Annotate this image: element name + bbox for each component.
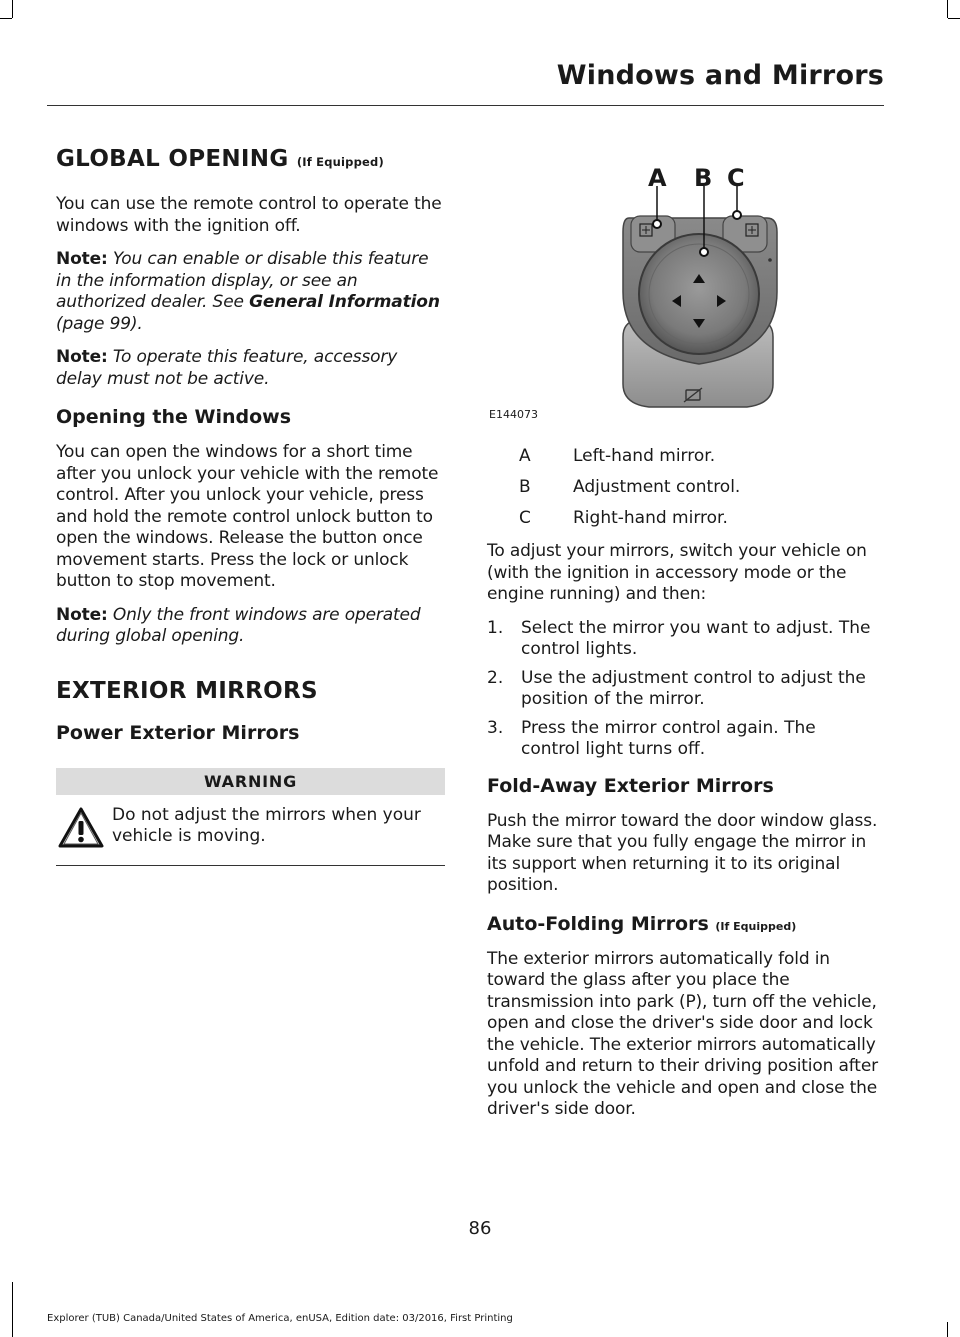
- note-text: You can enable or disable this feature in the information display, or see an authorized dealer. See: [56, 249, 429, 312]
- right-column: [487, 152, 879, 1133]
- legend-row: [487, 446, 879, 467]
- global-opening-qualifier: (If Equipped): [296, 155, 384, 169]
- note-page-ref: (page 99).: [56, 313, 143, 334]
- section-title-global-opening: [56, 146, 445, 172]
- figure-label-c: C: [727, 164, 745, 192]
- legend-key: A: [519, 446, 531, 466]
- auto-folding-paragraph: The exterior mirrors automatically fold in toward the glass after you place the transmission into park (P), turn off the vehicle, open and close the driver's side door and lock the vehicle. The exterior mirrors automatically unfold and return to their driving position after you unlock the vehicle and open and close the driver's side door.: [487, 948, 878, 1119]
- global-opening-title: GLOBAL OPENING: [56, 146, 289, 172]
- subsection-title-fold-away: Fold-Away Exterior Mirrors: [487, 774, 774, 797]
- header-rule: [47, 105, 884, 106]
- warning-body: [56, 795, 445, 866]
- edition-footer: Explorer (TUB) Canada/United States of America, enUSA, Edition date: 03/2016, First Printing: [47, 1313, 513, 1324]
- legend-value: Adjustment control.: [573, 477, 741, 497]
- legend-value: Left-hand mirror.: [573, 446, 716, 466]
- page-number: 86: [468, 1218, 492, 1239]
- adjust-steps-list: [487, 618, 879, 761]
- warning-box: [56, 768, 445, 866]
- crop-mark: [0, 18, 12, 19]
- legend-value: Right-hand mirror.: [573, 508, 728, 528]
- crop-mark: [12, 1282, 13, 1337]
- note-label: Note:: [56, 249, 108, 269]
- note-label: Note:: [56, 604, 108, 625]
- section-title-exterior-mirrors: EXTERIOR MIRRORS: [56, 677, 318, 704]
- note-front-windows: [56, 605, 445, 648]
- figure-label-a: A: [648, 164, 667, 192]
- general-information-link[interactable]: General Information: [249, 292, 440, 312]
- list-item: [487, 668, 879, 711]
- step-number: 2.: [487, 667, 504, 688]
- left-column: [56, 146, 445, 866]
- auto-folding-title: Auto-Folding Mirrors: [487, 912, 709, 935]
- legend-row: [487, 508, 879, 529]
- subsection-title-opening-windows: Opening the Windows: [56, 406, 292, 428]
- step-number: 1.: [487, 617, 504, 638]
- list-item: [487, 618, 879, 661]
- subsection-title-power-mirrors: Power Exterior Mirrors: [56, 721, 300, 744]
- figure-code: E144073: [489, 408, 538, 421]
- note-text: Only the front windows are operated during global opening.: [56, 604, 421, 646]
- step-text: Press the mirror control again. The control light turns off.: [521, 717, 816, 759]
- figure-legend: [487, 446, 879, 529]
- note-accessory-delay: [56, 347, 445, 390]
- legend-row: [487, 477, 879, 498]
- legend-key: B: [519, 477, 531, 497]
- auto-folding-qualifier: (If Equipped): [715, 919, 797, 933]
- page-header-title: Windows and Mirrors: [556, 60, 884, 91]
- global-opening-paragraph: You can use the remote control to operate the windows with the ignition off.: [56, 194, 442, 236]
- opening-windows-paragraph: You can open the windows for a short time after you unlock your vehicle with the remote control. After you unlock your vehicle, press and hold the remote control unlock button to open the windows. Release the button once movement starts. Press the lock or unlock button to stop movement.: [56, 442, 439, 591]
- list-item: [487, 718, 879, 761]
- legend-key: C: [519, 508, 531, 528]
- warning-text: Do not adjust the mirrors when your vehicle is moving.: [112, 804, 421, 846]
- crop-mark: [948, 18, 960, 19]
- note-label: Note:: [56, 347, 108, 367]
- crop-mark: [947, 0, 948, 18]
- mirror-control-illustration: [487, 152, 787, 422]
- crop-mark: [12, 0, 13, 18]
- figure-label-b: B: [694, 164, 713, 192]
- adjust-intro-paragraph: To adjust your mirrors, switch your vehicle on (with the ignition in accessory mode or the engine running) and then:: [487, 541, 867, 604]
- mirror-control-figure: [487, 152, 879, 432]
- fold-away-paragraph: Push the mirror toward the door window glass. Make sure that you fully engage the mirror in its support when returning it to its original position.: [487, 810, 878, 895]
- note-text: To operate this feature, accessory delay must not be active.: [56, 347, 398, 389]
- warning-triangle-icon: [56, 805, 106, 851]
- step-text: Select the mirror you want to adjust. The control lights.: [521, 617, 871, 659]
- step-number: 3.: [487, 717, 504, 738]
- crop-mark: [947, 1322, 948, 1337]
- step-text: Use the adjustment control to adjust the position of the mirror.: [521, 667, 866, 709]
- subsection-title-auto-folding: [487, 913, 879, 935]
- note-information-display: [56, 249, 445, 335]
- warning-heading: WARNING: [56, 768, 445, 795]
